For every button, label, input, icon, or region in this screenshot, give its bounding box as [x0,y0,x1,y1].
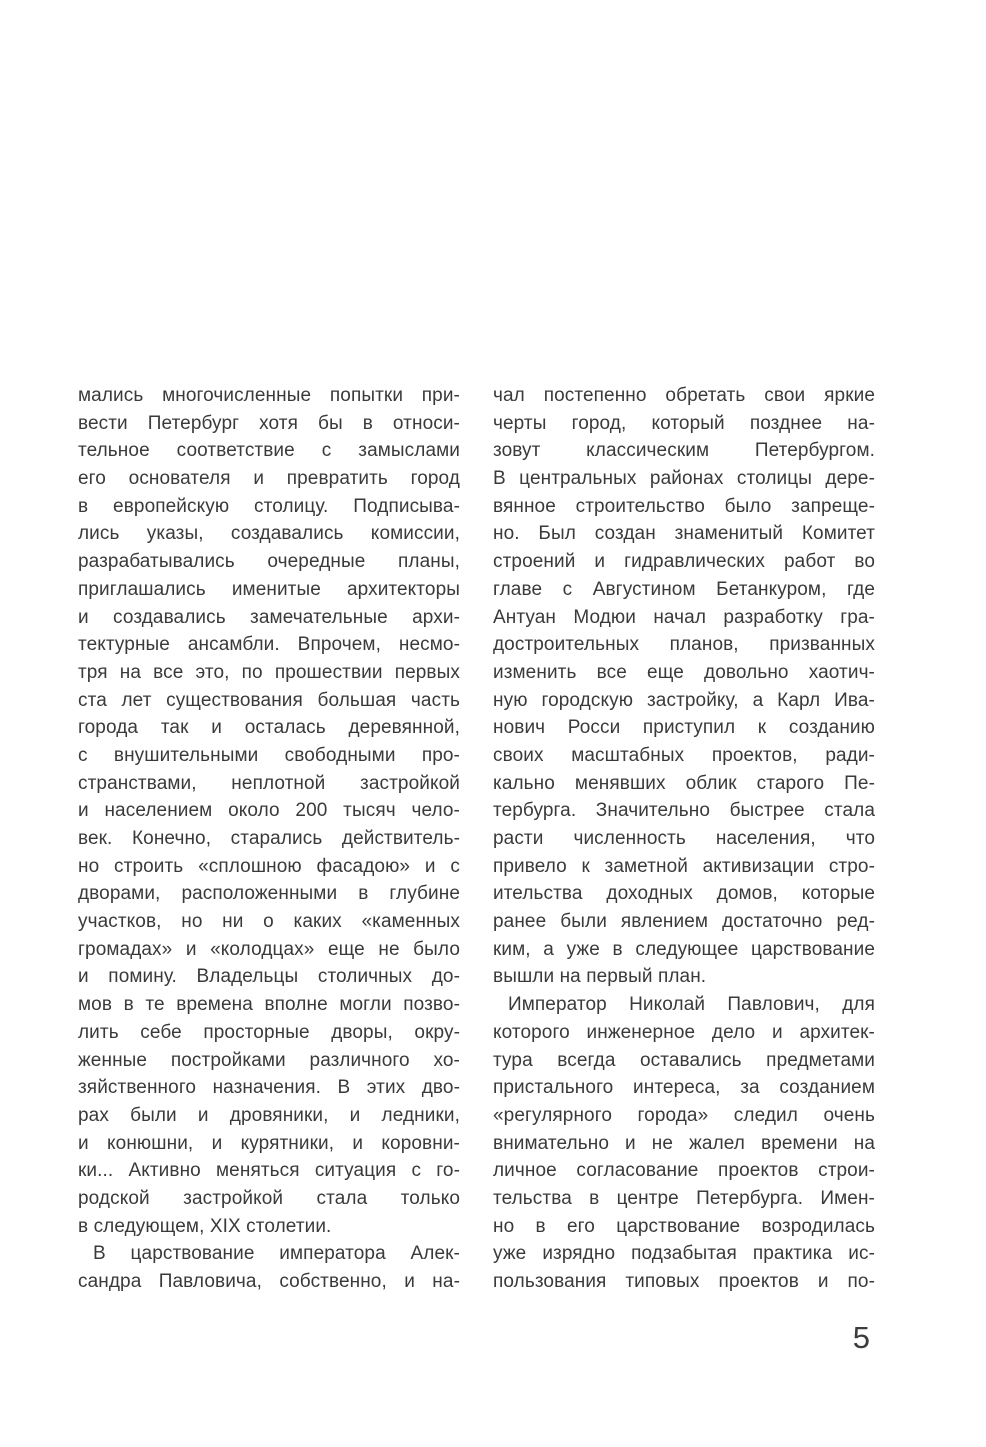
text-line: мались многочисленные попытки при- [78,385,460,406]
text-line: вянное строительство было запреще- [493,495,875,517]
text-line: В царствование императора Алек- [93,1243,460,1265]
text-columns [78,382,875,1296]
text-line: привело к заметной активизации стро- [493,855,875,877]
text-line: зяйственного назначения. В этих дво- [78,1077,460,1099]
text-line: своих масштабных проектов, ради- [493,744,875,766]
text-line: век. Конечно, старались действитель- [78,828,460,849]
text-line: ста лет существования большая часть [78,689,460,711]
text-line: пользования типовых проектов и по- [493,1271,875,1292]
text-line: и населением около 200 тысяч чело- [78,800,460,822]
text-line: кально менявших облик старого Пе- [493,772,875,794]
text-line: тура всегда оставались предметами [493,1049,875,1071]
text-line: дворами, расположенными в глубине [78,883,460,905]
text-line: и помину. Владельцы столичных до- [78,966,460,988]
text-line: рах были и дровяники, и ледники, [78,1104,460,1126]
column-right [493,382,875,1296]
text-line: вести Петербург хотя бы в относи- [78,412,460,434]
text-line: ранее были явлением достаточно ред- [493,911,875,933]
text-line: строений и гидравлических работ во [493,551,875,573]
text-line: участков, но ни о каких «каменных [78,911,460,933]
text-line: Антуан Модюи начал разработку гра- [493,606,875,628]
text-line: В центральных районах столицы дере- [493,468,875,490]
text-line: но. Был создан знаменитый Комитет [493,523,875,545]
text-line: в европейскую столицу. Подписыва- [78,495,460,517]
text-line: в следующем, XIX столетии. [78,1215,332,1237]
text-line: пристального интереса, за созданием [493,1077,875,1099]
text-line: ную городскую застройку, а Карл Ива- [493,689,875,711]
text-line: и конюшни, и курятники, и коровни- [78,1132,460,1154]
text-line: достроительных планов, призванных [493,634,875,656]
text-line: тельства в центре Петербурга. Имен- [493,1187,875,1209]
text-line: города так и осталась деревянной, [78,717,460,739]
text-line: разрабатывались очередные планы, [78,551,460,573]
text-line: которого инженерное дело и архитек- [493,1021,875,1043]
text-line: мов в те времена вполне могли позво- [78,994,460,1016]
text-line: нович Росси приступил к созданию [493,717,875,739]
text-line: тектурные ансамбли. Впрочем, несмо- [78,634,460,656]
text-line: тря на все это, по прошествии первых [78,661,460,683]
text-line: лить себе просторные дворы, окру- [78,1021,460,1043]
text-line: уже изрядно подзабытая практика ис- [493,1243,875,1265]
text-line: с внушительными свободными про- [78,744,460,766]
text-line: вышли на первый план. [493,966,707,988]
text-line: приглашались именитые архитекторы [78,578,460,600]
text-line: «регулярного города» следил очень [493,1104,875,1126]
text-line: Император Николай Павлович, для [508,994,875,1016]
page-number: 5 [852,1320,870,1355]
text-line: лись указы, создавались комиссии, [78,523,460,545]
column-left [78,382,460,1296]
text-line: расти численность населения, что [493,828,875,849]
text-line: но строить «сплошною фасадою» и с [78,855,460,877]
text-line: ительства доходных домов, которые [493,883,875,905]
text-line: личное согласование проектов строи- [493,1160,875,1182]
text-line: ким, а уже в следующее царствование [493,938,875,960]
text-line: чал постепенно обретать свои яркие [493,385,875,406]
text-line: громадах» и «колодцах» еще не было [78,938,460,960]
text-line: ки... Активно меняться ситуация с го- [78,1160,460,1182]
text-line: зовут классическим Петербургом. [493,440,875,462]
text-line: но в его царствование возродилась [493,1215,875,1237]
text-line: изменить все еще довольно хаотич- [493,661,875,683]
text-line: родской застройкой стала только [78,1187,460,1209]
text-line: и создавались замечательные архи- [78,606,460,628]
text-line: его основателя и превратить город [78,468,460,490]
text-line: странствами, неплотной застройкой [78,772,460,794]
text-line: женные постройками различного хо- [78,1049,460,1071]
text-line: тельное соответствие с замыслами [78,440,460,462]
text-line: внимательно и не жалел времени на [493,1132,875,1154]
text-line: главе с Августином Бетанкуром, где [493,578,875,600]
text-line: тербурга. Значительно быстрее стала [493,800,875,822]
text-line: сандра Павловича, собственно, и на- [78,1271,460,1292]
text-line: черты город, который позднее на- [493,412,875,434]
